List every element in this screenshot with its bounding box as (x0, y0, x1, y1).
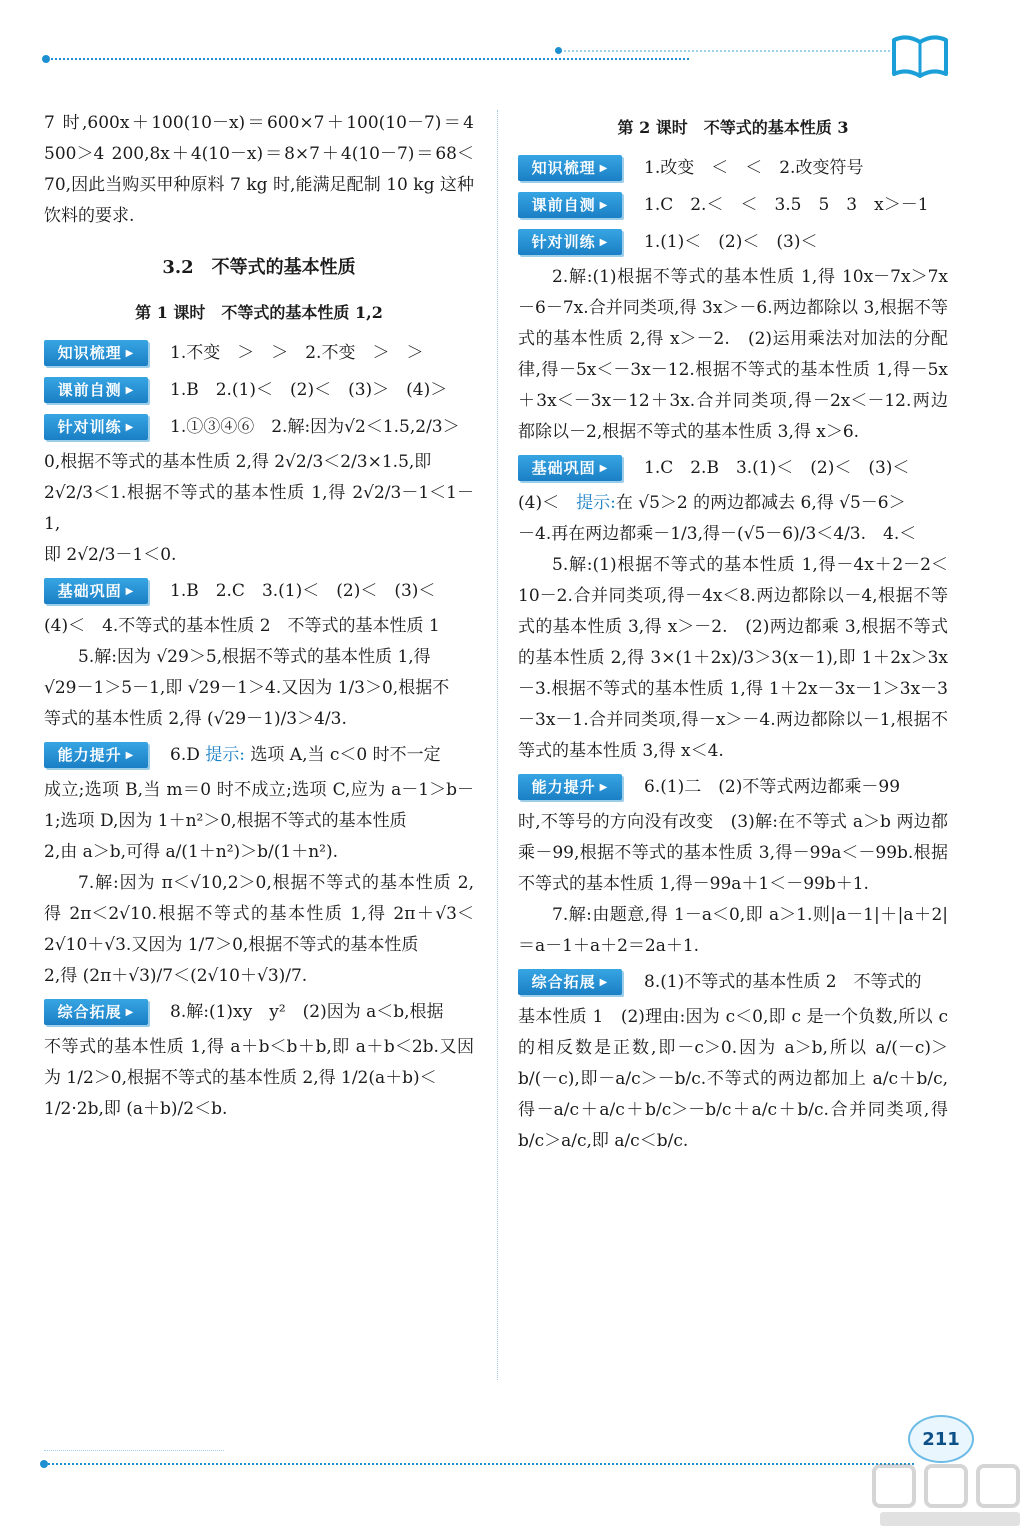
top-dotted-rule-light (560, 50, 890, 52)
tag-zhishi: 知识梳理 ▶ (44, 340, 148, 366)
zhendui-text-1: 0,根据不等式的基本性质 2,得 2√2/3＜2/3×1.5,即 (44, 452, 432, 472)
right-column (518, 108, 948, 1157)
nengli-text-3: 7.解:因为 π＜√10,2＞0,根据不等式的基本性质 2,得 2π＜2√10.根据不等式的基本性质 1,得 2π＋√3＜2√10＋√3.又因为 1/7＞0,根据不等式的基本性质 (44, 873, 474, 955)
nengli-answer-right: 6.(1)二 (2)不等式两边都乘－99 (644, 776, 901, 797)
zhishi-row-right (518, 151, 948, 185)
jichu-text-4: 等式的基本性质 2,得 (√29－1)/3＞4/3. (44, 709, 347, 729)
zhendui-text-3: 即 2√2/3－1＜0. (44, 545, 177, 565)
zonghe-answer: 8.解:(1)xy y² (2)因为 a＜b,根据 (170, 1001, 444, 1022)
nengli-text-right-2: 7.解:由题意,得 1－a＜0,即 a＞1.则|a－1|＋|a＋2|＝a－1＋a＋2＝2a＋1. (518, 905, 948, 956)
tag-jichu: 基础巩固 ▶ (44, 578, 148, 604)
jichu-text-2: 5.解:因为 √29＞5,根据不等式的基本性质 1,得 (78, 647, 431, 667)
zonghe-row-right (518, 965, 948, 999)
jichu-text-3: √29－1＞5－1,即 √29－1＞4.又因为 1/3＞0,根据不 (44, 678, 450, 698)
zonghe-text-right-1: 基本性质 1 (2)理由:因为 c＜0,即 c 是一个负数,所以 c 的相反数是正数,即－c＞0.因为 a＞b,所以 a/(－c)＞b/(－c),即－a/c＞－b/c.不等式的两边都加上 a/c＋b/c,得－a/c＋a/c＋b/c＞－b/c＋a/c＋b/c.合并同类项,得 b/c＞a/c,即 a/c＜b/c. (518, 1007, 948, 1151)
zhishi-answer: 1.不变 ＞ ＞ 2.不变 ＞ ＞ (170, 342, 424, 363)
tag-zhendui: 针对训练 ▶ (44, 414, 148, 440)
tag-zonghe: 综合拓展 ▶ (44, 999, 148, 1025)
jichu-right-p1b: 在 √5＞2 的两边都减去 6,得 √5－6＞ (615, 493, 906, 513)
bottom-dotted-rule (44, 1463, 914, 1465)
kecian-row-right (518, 188, 948, 222)
zhendui-text-right: 2.解:(1)根据不等式的基本性质 1,得 10x－7x＞7x－6－7x.合并同类项,得 3x＞－6.两边都除以 3,根据不等式的基本性质 2,得 x＞－2. (2)运用乘法对加法的分配律,得－5x＜－3x－12.根据不等式的基本性质 1,得－5x＋3x＜－3x－12＋3x.合并同类项,得－2x＜－12.两边都除以－2,根据不等式的基本性质 3,得 x＞6. (518, 267, 948, 442)
zonghe-row-left (44, 995, 474, 1029)
nengli-text-1: 成立;选项 B,当 m＝0 时不成立;选项 C,应为 a－1＞b－1;选项 D,因为 1＋n²＞0,根据不等式的基本性质 (44, 780, 474, 831)
tag-zhendui-right: 针对训练 ▶ (518, 229, 622, 255)
zhendui-answer: 1.①③④⑥ 2.解:因为√2＜1.5,2/3＞ (170, 416, 460, 437)
kecian-row-left (44, 373, 474, 407)
tag-jichu-right: 基础巩固 ▶ (518, 455, 622, 481)
zhendui-row-right (518, 225, 948, 259)
zonghe-answer-right: 8.(1)不等式的基本性质 2 不等式的 (644, 971, 922, 992)
jichu-row-right (518, 451, 948, 485)
jichu-row-left (44, 574, 474, 608)
zhendui-text-2: 2√2/3＜1.根据不等式的基本性质 1,得 2√2/3－1＜1－1, (44, 483, 474, 534)
column-divider (497, 110, 498, 1380)
jichu-text-right-2: －4.再在两边都乘－1/3,得－(√5－6)/3＜4/3. 4.＜ (518, 524, 917, 544)
lesson-2-title: 第 2 课时 不等式的基本性质 3 (617, 118, 849, 137)
tag-zhishi-right: 知识梳理 ▶ (518, 155, 622, 181)
nengli-text-2: 2,由 a＞b,可得 a/(1＋n²)＞b/(1＋n²). (44, 842, 339, 862)
open-book-icon (890, 30, 950, 80)
zonghe-text-2: 1/2·2b,即 (a＋b)/2＜b. (44, 1099, 228, 1119)
intro-paragraph: 7 时,600x＋100(10－x)＝600×7＋100(10－7)＝4 500＞4 200,8x＋4(10－x)＝8×7＋4(10－7)＝68＜70,因此当购买甲种原料 7 kg 时,能满足配制 10 kg 这种饮料的要求. (44, 113, 474, 226)
nengli-text-right-1: 时,不等号的方向没有改变 (3)解:在不等式 a＞b 两边都乘－99,根据不等式的基本性质 3,得－99a＜－99b.根据不等式的基本性质 1,得－99a＋1＜－99b＋1. (518, 812, 948, 894)
lesson-1-title: 第 1 课时 不等式的基本性质 1,2 (135, 303, 383, 322)
kecian-answer-right: 1.C 2.＜ ＜ 3.5 5 3 x＞－1 (644, 194, 929, 215)
page-number: 211 (908, 1415, 974, 1463)
tag-zonghe-right: 综合拓展 ▶ (518, 969, 622, 995)
zhendui-row-left (44, 410, 474, 444)
tag-nengli: 能力提升 ▶ (44, 742, 148, 768)
bottom-dotted-rule-light (44, 1450, 224, 1451)
nengli-text-4: 2,得 (2π＋√3)/7＜(2√10＋√3)/7. (44, 966, 308, 986)
nengli-hint-label: 提示: (205, 744, 245, 765)
kecian-answer: 1.B 2.(1)＜ (2)＜ (3)＞ (4)＞ (170, 379, 448, 400)
jichu-hint-label: 提示: (576, 493, 616, 513)
nengli-answer: 6.D (170, 744, 200, 765)
section-title: 3.2 不等式的基本性质 (162, 257, 356, 278)
nengli-hint: 选项 A,当 c＜0 时不一定 (250, 744, 441, 765)
jichu-text-1: (4)＜ 4.不等式的基本性质 2 不等式的基本性质 1 (44, 616, 440, 636)
tag-kecian: 课前自测 ▶ (44, 377, 148, 403)
jichu-text-right-3: 5.解:(1)根据不等式的基本性质 1,得－4x＋2－2＜10－2.合并同类项,得－4x＜8.两边都除以－4,根据不等式的基本性质 3,得 x＞－2. (2)两边都乘 3,根据不等式的基本性质 2,得 3×(1＋2x)/3＞3(x－1),即 1＋2x＞3x－3.根据不等式的基本性质 1,得 1＋2x－3x－1＞3x－3－3x－1.合并同类项,得－x＞－4.两边都除以－1,根据不等式的基本性质 3,得 x＜4. (518, 555, 948, 761)
left-column (44, 108, 474, 1125)
nengli-row-right (518, 770, 948, 804)
zhishi-row-left (44, 336, 474, 370)
jichu-answer-right: 1.C 2.B 3.(1)＜ (2)＜ (3)＜ (644, 457, 910, 478)
top-dotted-rule (44, 58, 689, 60)
top-dot-right (555, 47, 562, 54)
jichu-answer: 1.B 2.C 3.(1)＜ (2)＜ (3)＜ (170, 580, 436, 601)
zhendui-answer-right: 1.(1)＜ (2)＜ (3)＜ (644, 231, 818, 252)
tag-kecian-right: 课前自测 ▶ (518, 192, 622, 218)
watermark-logo-icon (870, 1460, 1030, 1530)
tag-nengli-right: 能力提升 ▶ (518, 774, 622, 800)
jichu-right-p1a: (4)＜ (518, 493, 560, 513)
zonghe-text-1: 不等式的基本性质 1,得 a＋b＜b＋b,即 a＋b＜2b.又因为 1/2＞0,根据不等式的基本性质 2,得 1/2(a＋b)＜ (44, 1037, 474, 1088)
jichu-text-right-1 (518, 488, 948, 519)
nengli-row-left (44, 738, 474, 772)
zhishi-answer-right: 1.改变 ＜ ＜ 2.改变符号 (644, 157, 864, 178)
